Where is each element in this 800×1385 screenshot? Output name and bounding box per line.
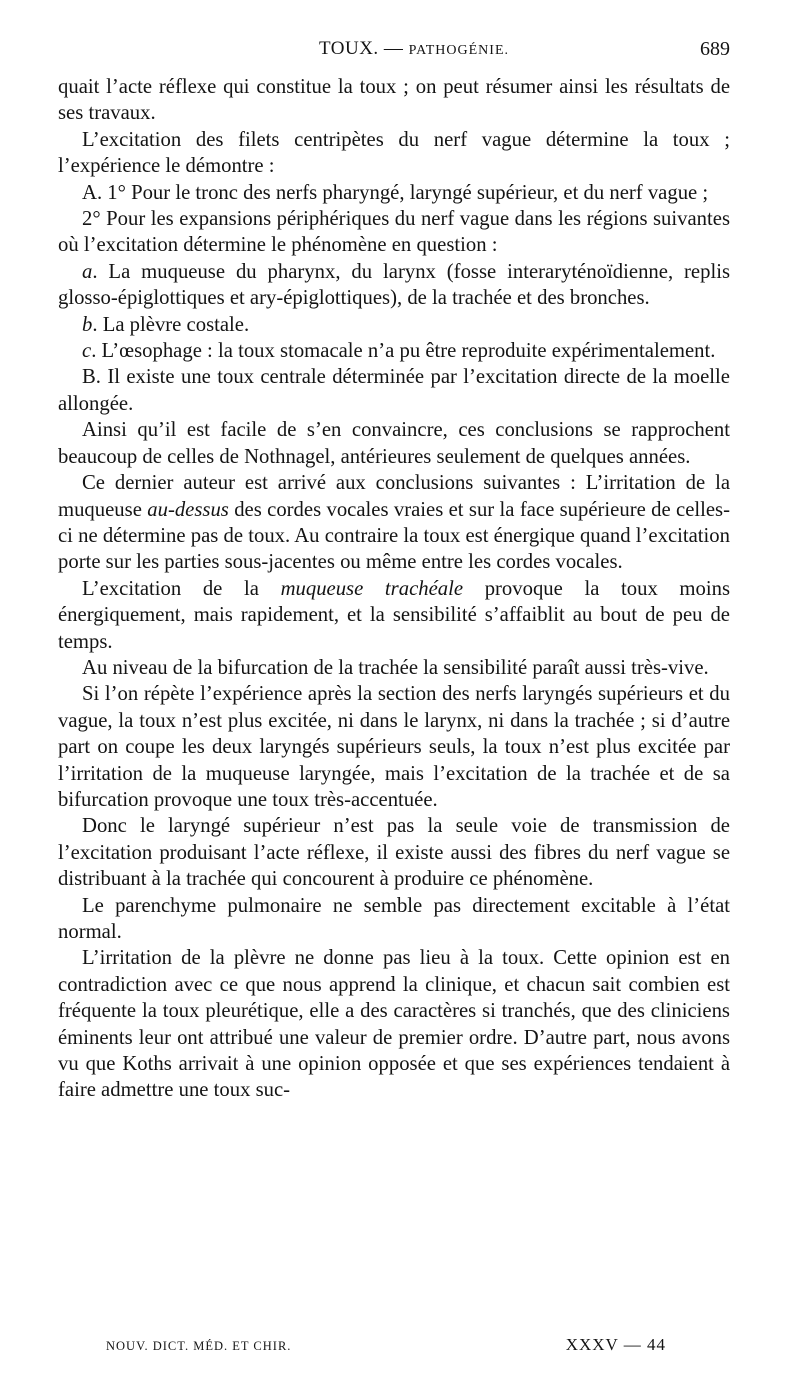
italic-text: b [82,313,93,336]
text-run: Au niveau de la bifurcation de la trachée la sensibilité paraît aussi très-vive. [82,656,709,679]
paragraph [58,470,730,576]
text-run: . L’œsophage : la toux stomacale n’a pu être reproduite expérimentalement. [91,340,716,363]
text-run: A. 1° Pour le tronc des nerfs pharyngé, laryngé supérieur, et du nerf vague ; [82,181,709,204]
text-run: Donc le laryngé supérieur n’est pas la seule voie de transmission de l’excitation produisant l’acte réflexe, il existe aussi des fibres du nerf vague se distribuant à la trachée qui concourent à produire ce phénomène. [58,815,730,891]
text-run: L’excitation de la [82,577,281,600]
text-run: Ainsi qu’il est facile de s’en convaincre, ces conclusions se rapprochent beaucoup de celles de Nothnagel, antérieures seulement de quelques années. [58,419,730,468]
paragraph [58,338,730,364]
paragraph [58,945,730,1103]
text-run: Si l’on répète l’expérience après la section des nerfs laryngés supérieurs et du vague, la toux n’est plus excitée, ni dans le larynx, ni dans la trachée ; si d’autre part on coupe les deux laryngés supérieurs seuls, la toux n’est plus excitée par l’irritation de la muqueuse laryngée, mais l’excitation de la trachée et de sa bifurcation provoque une toux très-accentuée. [58,683,730,811]
text-run: . La muqueuse du pharynx, du larynx (fosse interaryténoïdienne, replis glosso-épiglottiques et ary-épiglottiques), de la trachée et des bronches. [58,260,730,310]
italic-text: c [82,340,92,363]
body-text [58,74,730,1104]
text-run: 2° Pour les expansions périphériques du nerf vague dans les régions suivantes où l’excitation détermine le phénomène en question : [58,208,730,257]
italic-text: a [82,260,93,283]
paragraph [58,893,730,946]
paragraph [58,417,730,470]
text-run: L’excitation des filets centripètes du nerf vague détermine la toux ; l’expérience le démontre : [58,128,730,178]
text-run: L’irritation de la plèvre ne donne pas lieu à la toux. Cette opinion est en contradiction avec ce que nous apprend la clinique, et chacun sait combien est fréquente la toux pleurétique, elle a des caractères si tranchés, que des cliniciens éminents leur ont attribué une valeur de premier ordre. D’autre part, nous avons vu que Koths arrivait à une opinion opposée et que ses expériences tendaient à faire admettre une toux suc- [58,947,730,1102]
text-run: des cordes vocales vraies et sur la face supérieure de celles-ci ne détermine pas de toux. Au contraire la toux est énergique quand l’excitation porte sur les parties sous-jacentes ou même entre les cordes vocales. [58,498,730,574]
running-title-sub: PATHOGÉNIE. [408,43,509,58]
footer-publication: NOUV. DICT. MÉD. ET CHIR. [106,1339,292,1353]
text-run: provoque la toux moins énergiquement, mais rapidement, et la sensibilité s’affaiblit au bout de peu de temps. [58,577,731,653]
running-title [98,38,730,60]
running-head [58,38,730,68]
paragraph [58,206,730,259]
paragraph [58,655,730,681]
text-run: quait l’acte réflexe qui constitue la toux ; on peut résumer ainsi les résultats de ses travaux. [58,76,730,125]
paragraph [58,127,730,180]
page-number: 689 [700,38,730,60]
paragraph [58,364,730,417]
italic-text: au-dessus [147,498,229,521]
text-run: Ce dernier auteur est arrivé aux conclusions suivantes : L’irritation de la muqueuse [58,472,730,521]
paragraph [58,813,730,892]
running-title-main: TOUX. [318,38,379,59]
paragraph [58,576,730,655]
text-run: B. Il existe une toux centrale déterminée par l’excitation directe de la moelle allongée. [58,366,730,415]
paragraph [58,681,730,813]
running-title-separator: — [378,38,409,59]
paragraph [58,74,730,127]
footer-signature: XXXV — 44 [565,1335,666,1354]
paragraph [58,180,730,206]
text-run: . La plèvre costale. [92,313,250,336]
paragraph [58,312,730,338]
paragraph [58,259,730,312]
text-run: Le parenchyme pulmonaire ne semble pas directement excitable à l’état normal. [58,894,730,943]
italic-text: muqueuse trachéale [280,577,464,600]
page-footer [106,1335,666,1359]
